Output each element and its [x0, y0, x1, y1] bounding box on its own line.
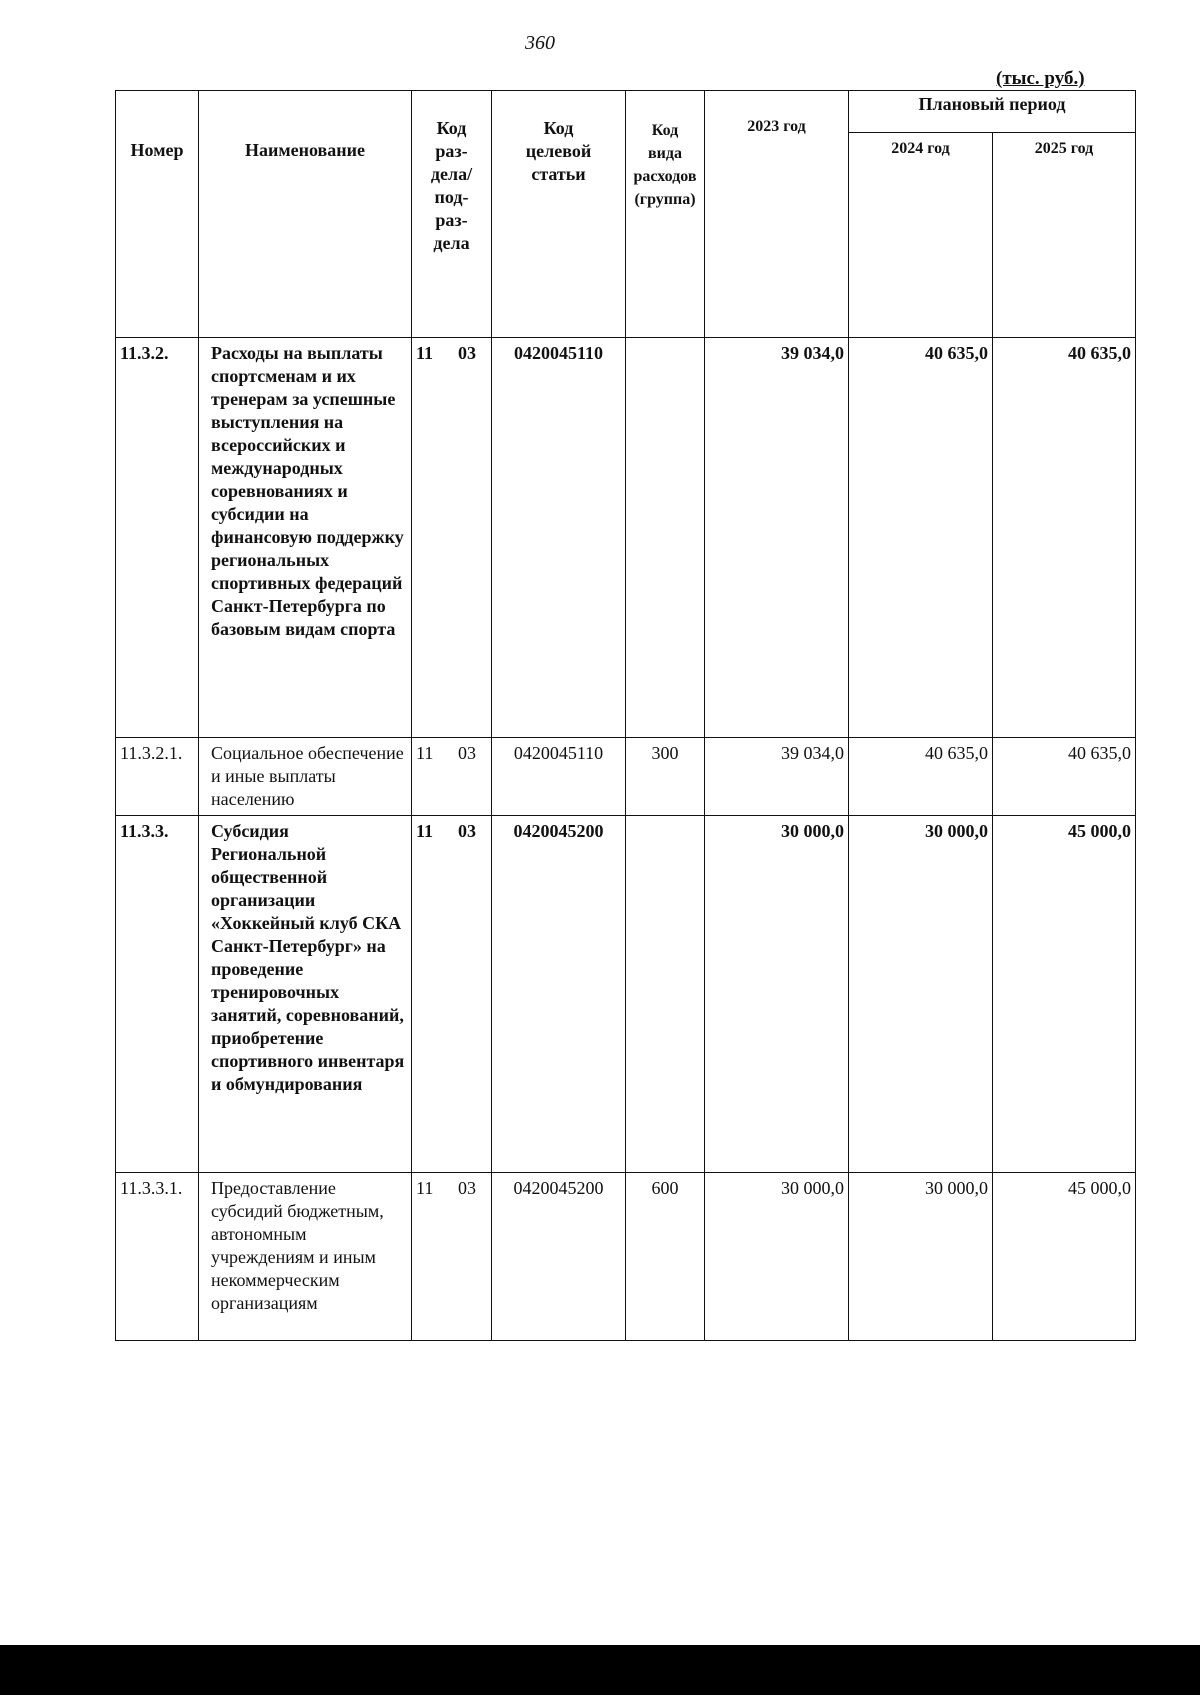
- header-number: [116, 91, 199, 338]
- header-number-label: Номер: [130, 140, 184, 160]
- header-target-code-line1: Код: [543, 118, 574, 138]
- budget-table: [115, 90, 1136, 1341]
- row-amount-2023: 30 000,0: [705, 1173, 849, 1341]
- header-section-code-line3: дела/: [430, 164, 473, 184]
- row-number: 11.3.3.1.: [116, 1173, 199, 1341]
- units-label: [996, 68, 1085, 90]
- row-amount-2024: 30 000,0: [849, 1173, 993, 1341]
- row-subsection: 03: [458, 343, 476, 363]
- row-name: Предоставление субсидий бюджетным, автономным учреждениям и иным некоммерческим организациям: [199, 1173, 412, 1341]
- header-row-top: [116, 91, 1136, 133]
- row-amount-2024: 30 000,0: [849, 816, 993, 1173]
- header-year-2023: [705, 91, 849, 338]
- row-section: 11: [416, 343, 434, 363]
- row-expense-kind: [626, 338, 705, 738]
- row-amount-2024: 40 635,0: [849, 338, 993, 738]
- row-number: 11.3.3.: [116, 816, 199, 1173]
- row-amount-2024: 40 635,0: [849, 738, 993, 816]
- scan-bottom-bar: [0, 1645, 1200, 1695]
- header-section-code-line2: раз-: [435, 141, 468, 161]
- header-year-2025: [993, 133, 1136, 338]
- header-expense-kind-line1: Код: [651, 122, 679, 139]
- row-section: 11: [416, 1178, 434, 1198]
- row-section: 11: [416, 821, 434, 841]
- row-subsection: 03: [458, 821, 476, 841]
- row-number: 11.3.2.: [116, 338, 199, 738]
- row-amount-2025: 40 635,0: [993, 338, 1136, 738]
- header-year-2024: [849, 133, 993, 338]
- header-target-code: [492, 91, 626, 338]
- header-target-code-line2: целевой: [525, 141, 592, 161]
- row-expense-kind: [626, 816, 705, 1173]
- row-target-code: 0420045110: [492, 738, 626, 816]
- row-expense-kind: 300: [626, 738, 705, 816]
- table-row: [116, 1173, 1136, 1341]
- header-expense-kind-line4: (группа): [634, 191, 696, 208]
- row-target-code: 0420045200: [492, 816, 626, 1173]
- row-name: Социальное обеспечение и иные выплаты населению: [199, 738, 412, 816]
- page-number: 360: [525, 32, 555, 54]
- row-section-code: [412, 338, 492, 738]
- row-section-code: [412, 816, 492, 1173]
- header-section-code-line1: Код: [436, 118, 467, 138]
- header-section-code-line5: раз-: [435, 210, 468, 230]
- row-name: Расходы на выплаты спортсменам и их тренерам за успешные выступления на всероссийских и международных соревнованиях и субсидии на финансовую поддержку региональных спортивных федераций Санкт-Петербурга по базовым видам спорта: [199, 338, 412, 738]
- row-subsection: 03: [458, 743, 476, 763]
- row-amount-2023: 39 034,0: [705, 338, 849, 738]
- table-row: [116, 738, 1136, 816]
- units-text: (тыс. руб.): [996, 68, 1085, 89]
- header-planned-period-label: Плановый период: [918, 94, 1066, 114]
- table-row: [116, 338, 1136, 738]
- header-target-code-line3: статьи: [531, 164, 586, 184]
- row-target-code: 0420045200: [492, 1173, 626, 1341]
- row-target-code: 0420045110: [492, 338, 626, 738]
- header-expense-kind: [626, 91, 705, 338]
- table-row: [116, 816, 1136, 1173]
- row-amount-2025: 45 000,0: [993, 1173, 1136, 1341]
- header-expense-kind-line3: расходов: [633, 168, 697, 185]
- row-amount-2025: 40 635,0: [993, 738, 1136, 816]
- header-name-label: Наименование: [245, 140, 365, 160]
- header-year-2023-label: 2023 год: [747, 118, 806, 135]
- header-section-code-line6: дела: [433, 233, 470, 253]
- header-section-code: [412, 91, 492, 338]
- header-year-2025-label: 2025 год: [1034, 140, 1094, 158]
- row-section: 11: [416, 743, 434, 763]
- row-name: Субсидия Региональной общественной организации «Хоккейный клуб СКА Санкт-Петербург» на проведение тренировочных занятий, соревнований, приобретение спортивного инвентаря и обмундирования: [199, 816, 412, 1173]
- header-name: [199, 91, 412, 338]
- row-expense-kind: 600: [626, 1173, 705, 1341]
- row-amount-2023: 30 000,0: [705, 816, 849, 1173]
- row-amount-2023: 39 034,0: [705, 738, 849, 816]
- row-section-code: [412, 1173, 492, 1341]
- row-amount-2025: 45 000,0: [993, 816, 1136, 1173]
- header-section-code-line4: под-: [434, 187, 469, 207]
- row-number: 11.3.2.1.: [116, 738, 199, 816]
- header-expense-kind-line2: вида: [648, 145, 682, 162]
- header-planned-period: [849, 91, 1136, 133]
- header-year-2024-label: 2024 год: [891, 140, 950, 158]
- row-subsection: 03: [458, 1178, 476, 1198]
- row-section-code: [412, 738, 492, 816]
